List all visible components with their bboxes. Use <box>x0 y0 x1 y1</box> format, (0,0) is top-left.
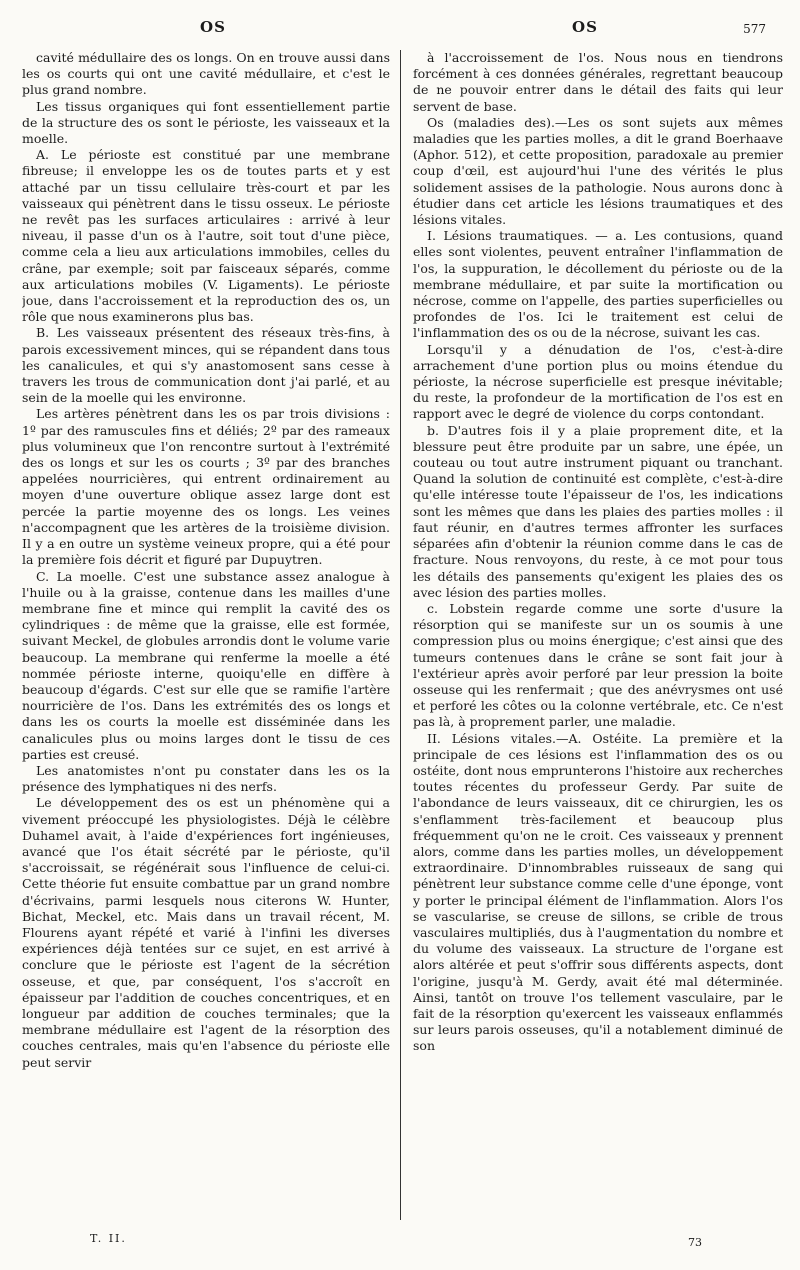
page-number: 577 <box>743 22 766 36</box>
paragraph: Les tissus organiques qui font essentiellement partie de la structure des os sont le périoste, les vaisseaux et la moelle. <box>22 98 390 147</box>
left-column <box>22 50 390 1230</box>
paragraph-vessels: B. Les vaisseaux présentent des réseaux très-fins, à parois excessivement minces, qui se répandent dans tous les canalicules, et qui s'y anastomosent sans cesse à travers les trous de communication dont j'ai parlé, et au sein de la moelle qui les environne. <box>22 325 390 406</box>
volume-signature: T. II. <box>90 1232 127 1245</box>
running-head-right: OS <box>572 18 598 36</box>
paragraph-diseases: Os (maladies des).—Les os sont sujets aux mêmes maladies que les parties molles, a dit le grand Boerhaave (Aphor. 512), et cette proposition, paradoxale au premier coup d'œil, est aujourd'hui l'une des vérités le plus solidement assises de la pathologie. Nous aurons donc à étudier dans cet article les lésions traumatiques et des lésions vitales. <box>413 114 783 228</box>
paragraph-development: Le développement des os est un phénomène qui a vivement préoccupé les physiologistes. Déjà le célèbre Duhamel avait, à l'aide d'expériences fort ingénieuses, avancé que l'os était sécrété par le périoste, qu'il s'accroissait, se régénérait sous l'influence de celui-ci. Cette théorie fut ensuite combattue par un grand nombre d'écrivains, parmi lesquels nous citerons W. Hunter, Bichat, Meckel, etc. Mais dans un travail récent, M. Flourens ayant répété et varié à l'infini les diverses expériences déjà tentées sur ce sujet, en est arrivé à conclure que le périoste est l'agent de la sécrétion osseuse, et que, par conséquent, l'os s'accroît en épaisseur par l'addition de couches concentriques, et en longueur par addition de couches terminales; que la membrane médullaire est l'agent de la résorption des couches centrales, mais qu'en l'absence du périoste elle peut servir <box>22 795 390 1070</box>
paragraph-periosteum: A. Le périoste est constitué par une membrane fibreuse; il enveloppe les os de toutes parts et y est attaché par un tissu cellulaire très-court et par les vaisseaux qui pénètrent dans le tissu osseux. Le périoste ne revêt pas les surfaces articulaires : arrivé à leur niveau, il passe d'un os à l'autre, soit tout d'une pièce, comme cela a lieu aux articulations immobiles, celles du crâne, par exemple; soit par faisceaux séparés, comme aux articulations mobiles (V. Ligaments). Le périoste joue, dans l'accroissement et la reproduction des os, un rôle que nous examinerons plus bas. <box>22 147 390 325</box>
paragraph: à l'accroissement de l'os. Nous nous en tiendrons forcément à ces données générales, regrettant beaucoup de ne pouvoir entrer dans le détail des faits qui leur servent de base. <box>413 50 783 114</box>
paragraph: cavité médullaire des os longs. On en trouve aussi dans les os courts qui ont une cavité médullaire, et c'est le plus grand nombre. <box>22 50 390 98</box>
paragraph-wounds: b. D'autres fois il y a plaie proprement dite, et la blessure peut être produite par un sabre, une épée, un couteau ou tout autre instrument piquant ou tranchant. Quand la solution de continuité est complète, c'est-à-dire qu'elle intéresse toute l'épaisseur de l'os, les indications sont les mêmes que dans les plaies des parties molles : il faut réunir, en d'autres termes affronter les surfaces séparées afin d'obtenir la réunion comme dans le cas de fracture. Nous renvoyons, du reste, à ce mot pour tous les détails des pansements qu'exigent les plaies des os avec lésion des parties molles. <box>413 422 783 600</box>
paragraph-marrow: C. La moelle. C'est une substance assez analogue à l'huile ou à la graisse, contenue dans les mailles d'une membrane fine et mince qui remplit la cavité des os cylindriques : de même que la graisse, elle est formée, suivant Meckel, de globules arrondis dont le volume varie beaucoup. La membrane qui renferme la moelle a été nommée périoste interne, quoiqu'elle en diffère à beaucoup d'égards. C'est sur elle que se ramifie l'artère nourricière de l'os. Dans les extrémités des os longs et dans les os courts la moelle est disséminée dans les canalicules plus ou moins larges dont le tissu de ces parties est creusé. <box>22 568 390 762</box>
sheet-signature: 73 <box>688 1236 702 1249</box>
running-head-left: OS <box>200 18 226 36</box>
paragraph-arteries: Les artères pénètrent dans les os par trois divisions : 1º par des ramuscules fins et déliés; 2º par des rameaux plus volumineux que l'on rencontre surtout à l'extrémité des os longs et sur les os courts ; 3º par des branches appelées nourricières, qui entrent ordinairement au moyen d'une ouverture oblique assez large dont est percée la partie moyenne des os longs. Les veines n'accompagnent que les artères de la troisième division. Il y a en outre un système veineux propre, qui a été pour la première fois décrit et figuré par Dupuytren. <box>22 406 390 568</box>
paragraph-resorption: c. Lobstein regarde comme une sorte d'usure la résorption qui se manifeste sur un os soumis à une compression plus ou moins énergique; c'est ainsi que des tumeurs contenues dans le crâne se sont fait jour à l'extérieur après avoir perforé par leur pression la boite osseuse qui les renfermait ; que des anévrysmes ont usé et perforé les côtes ou la colonne vertébrale, etc. Ce n'est pas là, à proprement parler, une maladie. <box>413 600 783 730</box>
paragraph-traumatic-lesions: I. Lésions traumatiques. — a. Les contusions, quand elles sont violentes, peuvent entraîner l'inflammation de l'os, la suppuration, le décollement du périoste ou de la membrane médullaire, et par suite la mortification ou nécrose, comme on l'appelle, des parties superficielles ou profondes de l'os. Ici le traitement est celui de l'inflammation des os ou de la nécrose, suivant les cas. <box>413 228 783 341</box>
paragraph: Les anatomistes n'ont pu constater dans les os la présence des lymphatiques ni des nerfs. <box>22 762 390 795</box>
paragraph-vital-lesions: II. Lésions vitales.—A. Ostéite. La première et la principale de ces lésions est l'inflammation des os ou ostéite, dont nous emprunterons l'histoire aux recherches toutes récentes du professeur Gerdy. Par suite de l'abondance de leurs vaisseaux, dit ce chirurgien, les os s'enflamment très-facilement et beaucoup plus fréquemment qu'on ne le croit. Ces vaisseaux y prennent alors, comme dans les parties molles, un développement extraordinaire. D'innombrables ruisseaux de sang qui pénètrent leur substance comme celle d'une éponge, vont y porter le principal élément de l'inflammation. Alors l'os se vascularise, se creuse de sillons, se crible de trous vasculaires multipliés, dus à l'augmentation du nombre et du volume des vaisseaux. La structure de l'organe est alors altérée et peut s'offrir sous différents aspects, dont l'origine, jusqu'à M. Gerdy, avait été mal déterminée. Ainsi, tantôt on trouve l'os tellement vasculaire, par le fait de la résorption qu'exercent les vaisseaux enflammés sur leurs parois osseuses, qu'il a notablement diminué de son <box>413 730 783 1054</box>
right-column <box>413 50 783 1230</box>
paragraph: Lorsqu'il y a dénudation de l'os, c'est-à-dire arrachement d'une portion plus ou moins étendue du périoste, la nécrose superficielle est presque inévitable; du reste, la profondeur de la mortification de l'os est en rapport avec le degré de violence du corps contondant. <box>413 341 783 422</box>
column-divider <box>400 50 401 1220</box>
